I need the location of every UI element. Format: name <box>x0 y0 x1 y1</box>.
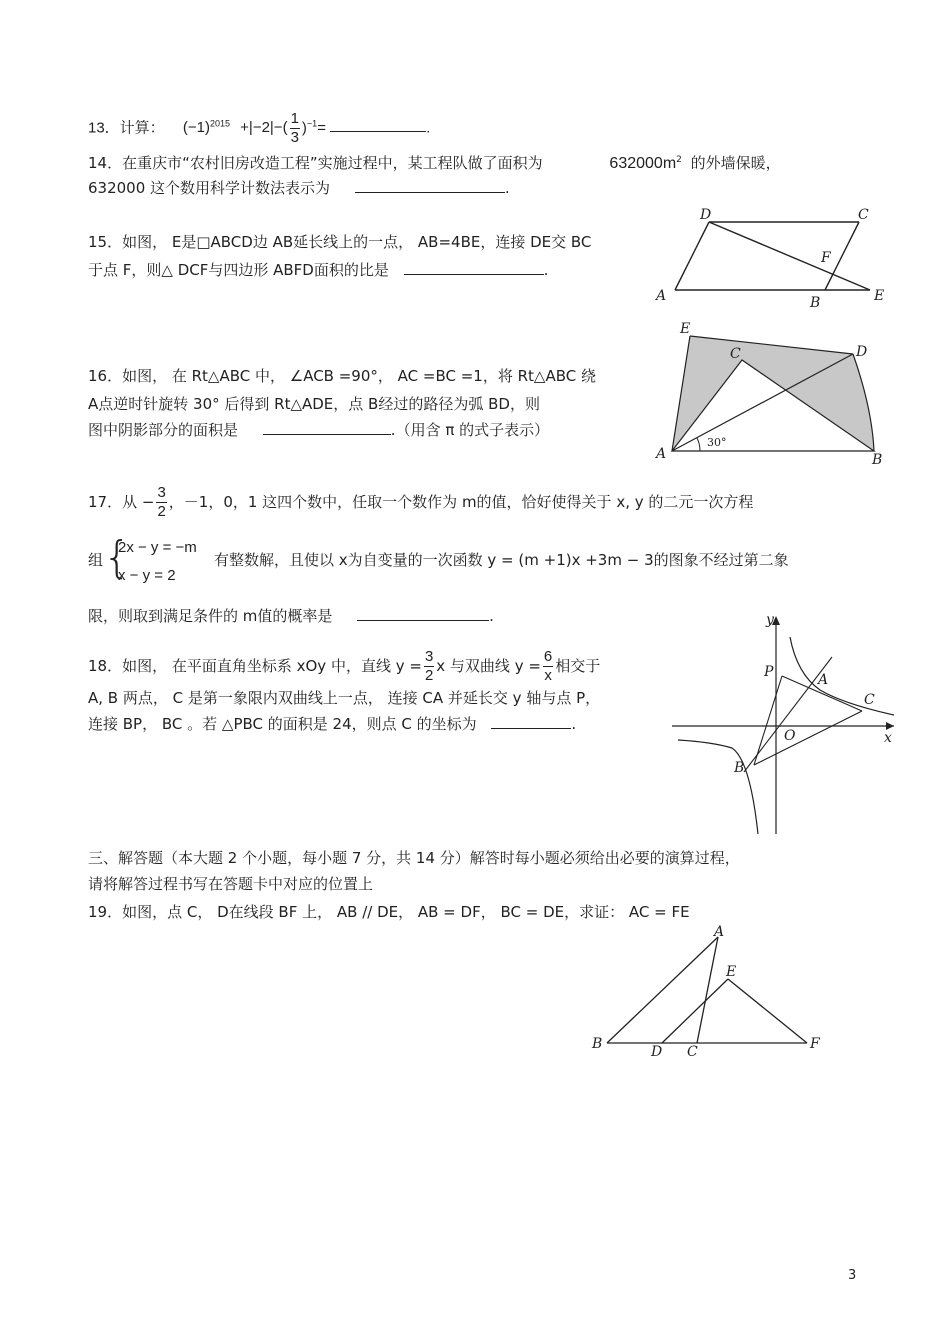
q16-line3 <box>88 420 549 440</box>
fig15-label-e: E <box>874 288 885 304</box>
q15-line2 <box>88 260 548 280</box>
fig16-label-d: D <box>856 344 868 360</box>
q13-exp-c: −1 <box>306 118 318 129</box>
q13-expr-b: +|−2|−( <box>240 119 288 137</box>
q18-period: . <box>571 715 577 733</box>
q17-eq2: x − y = 2 <box>118 567 176 584</box>
q13-expr-a: (−1) <box>182 119 210 137</box>
fig18-label-c: C <box>864 692 875 708</box>
q14-period: . <box>504 179 510 197</box>
q16-text-3b: .（用含 π 的式子表示） <box>390 421 550 439</box>
fig19-label-c: C <box>687 1044 698 1058</box>
q17-period: . <box>489 607 494 625</box>
fig18-label-p: P <box>764 664 774 680</box>
page-number: 3 <box>848 1268 857 1283</box>
q18-line3 <box>88 714 576 734</box>
q15-period: . <box>543 261 549 279</box>
q18-line1 <box>88 648 600 685</box>
q17-line2-text: 有整数解，且使以 x为自变量的一次函数 y = (m +1)x +3m − 3的图象不经过第二象 <box>214 551 789 569</box>
q13-answer-blank[interactable] <box>330 117 426 132</box>
fig19-label-b: B <box>592 1036 603 1052</box>
q13-equals: = <box>317 119 326 137</box>
q16-line2: A点逆时针旋转 30° 后得到 Rt△ADE，点 B经过的路径为弧 BD，则 <box>88 395 540 413</box>
q15-text-2: 于点 F，则△ DCF与四边形 ABFD面积的比是 <box>88 261 389 279</box>
q18-text-b: x 与双曲线 y = <box>436 657 541 675</box>
fig15-parallelogram <box>650 205 900 310</box>
q14-text-a: 14．在重庆市“农村旧房改造工程”实施过程中，某工程队做了面积为 <box>88 154 543 172</box>
q15-answer-blank[interactable] <box>404 260 544 275</box>
q14-area: 632000m <box>609 155 677 172</box>
fig16-label-e: E <box>680 321 691 337</box>
q17-zu: 组 <box>88 551 104 569</box>
q18-frac1: $\frac{3}{2}$ <box>424 648 434 684</box>
fig16-angle-label: 30° <box>707 436 727 449</box>
q17-answer-blank[interactable] <box>357 606 489 621</box>
q13-expr-c: ) <box>301 119 307 137</box>
q18-text-3: 连接 BP， BC 。若 △PBC 的面积是 24，则点 C 的坐标为 <box>88 715 477 733</box>
fig16-label-c: C <box>730 346 741 362</box>
q17-line1 <box>88 484 753 521</box>
fig18-label-x: x <box>884 730 892 746</box>
fig15-label-c: C <box>858 207 869 223</box>
fig15-label-d: D <box>700 207 712 223</box>
fig18-coordinate-plane <box>672 612 900 834</box>
fig16-label-b: B <box>872 452 883 468</box>
q17-text-3: 限，则取到满足条件的 m值的概率是 <box>88 607 333 625</box>
q17-eq1: 2x − y = −m <box>118 539 197 556</box>
q17-fraction: $\frac{3}{2}$ <box>157 484 166 520</box>
q16-text-3a: 图中阴影部分的面积是 <box>88 421 239 439</box>
fig16-label-a: A <box>656 446 667 462</box>
q18-answer-blank[interactable] <box>491 714 571 729</box>
q14-line1 <box>88 150 781 174</box>
fig19-label-d: D <box>651 1044 663 1058</box>
fig18-label-y: y <box>766 612 774 628</box>
q18-line2: A, B 两点， C 是第一象限内双曲线上一点， 连接 CA 并延长交 y 轴与点 P， <box>88 689 601 707</box>
fig19-label-a: A <box>714 924 725 940</box>
q14-exp: 2 <box>676 155 682 165</box>
fig19-label-e: E <box>726 964 737 980</box>
fig19-triangles <box>590 922 830 1058</box>
q18-text-c: 相交于 <box>555 657 601 675</box>
fig18-label-b: B <box>734 760 745 776</box>
q15-line1: 15．如图， E是□ABCD边 AB延长线上的一点， AB=4BE，连接 DE交 BC <box>88 233 592 251</box>
q13-exp-a: 2015 <box>209 118 230 129</box>
q14-line2 <box>88 178 510 198</box>
fig18-label-a: A <box>818 672 829 688</box>
section3-instructions: 请将解答过程书写在答题卡中对应的位置上 <box>88 875 374 893</box>
q19-line1: 19．如图，点 C， D在线段 BF 上， AB // DE， AB = DF， BC = DE，求证： AC = FE <box>88 903 690 921</box>
fig16-rotation <box>650 318 890 468</box>
fig15-label-f: F <box>821 250 831 266</box>
q13 <box>88 110 430 147</box>
q16-line1: 16．如图， 在 Rt△ABC 中， ∠ACB =90°， AC =BC =1，将 Rt△ABC 绕 <box>88 367 596 385</box>
fig19-label-f: F <box>810 1036 820 1052</box>
q14-text-2: 632000 这个数用科学计数法表示为 <box>88 179 331 197</box>
q18-frac2: $\frac{6}{x}$ <box>543 648 553 684</box>
q13-fraction: $\frac{1}{3}$ <box>290 110 299 146</box>
q14-answer-blank[interactable] <box>355 178 505 193</box>
q16-answer-blank[interactable] <box>263 420 391 435</box>
fig18-label-o: O <box>784 728 796 744</box>
section3-heading: 三、解答题（本大题 2 个小题，每小题 7 分，共 14 分）解答时每小题必须给出必要的演算过程， <box>88 849 740 867</box>
q13-number: 13．计算： <box>88 119 165 137</box>
q13-period: . <box>426 119 431 137</box>
q14-text-c: 的外墙保暖， <box>690 154 781 172</box>
fig15-label-b: B <box>810 295 821 310</box>
q17-text-a: 17．从 − <box>88 493 155 511</box>
fig15-label-a: A <box>656 288 667 304</box>
q17-line3 <box>88 606 494 626</box>
q17-text-b: ，－1，0，1 这四个数中，任取一个数作为 m的值，恰好使得关于 x, y 的二元一次方程 <box>168 493 754 511</box>
q17-brace: { <box>103 532 131 583</box>
q18-text-a: 18．如图， 在平面直角坐标系 xOy 中，直线 y = <box>88 657 422 675</box>
